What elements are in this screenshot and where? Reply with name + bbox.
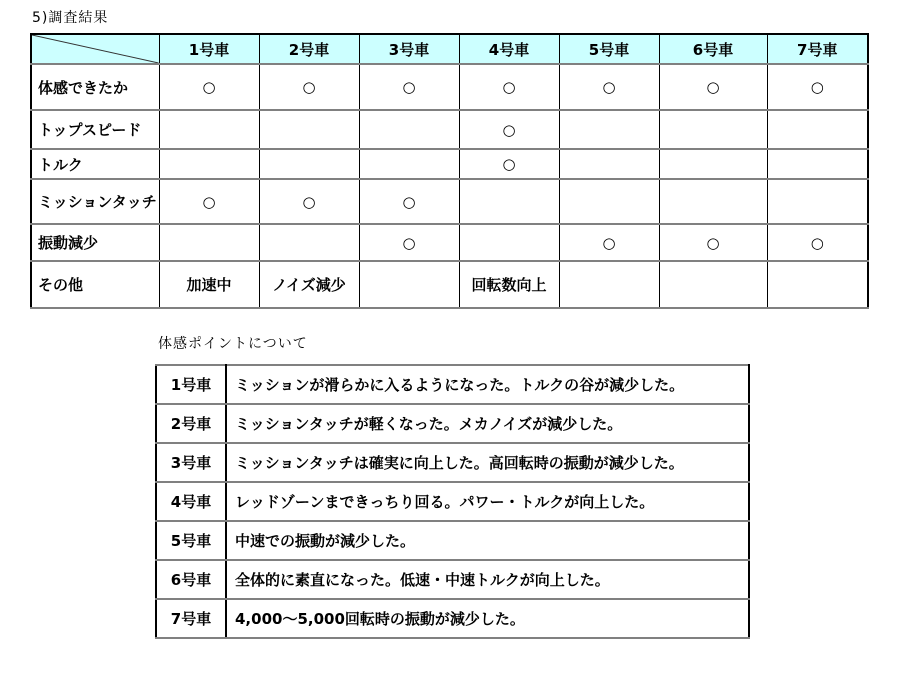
result-cell (559, 149, 659, 179)
result-cell: ○ (159, 64, 259, 110)
row-label: その他 (31, 261, 159, 308)
column-header-car7: 7号車 (767, 34, 868, 64)
result-cell (559, 179, 659, 224)
result-cell: ○ (659, 64, 767, 110)
points-section-heading: 体感ポイントについて (158, 336, 308, 352)
result-cell: ○ (767, 64, 868, 110)
result-cell (159, 149, 259, 179)
result-cell (359, 261, 459, 308)
result-cell (767, 110, 868, 149)
car-label: 3号車 (156, 443, 226, 482)
comment-cell: 中速での振動が減少した。 (226, 521, 749, 560)
car-label: 2号車 (156, 404, 226, 443)
column-header-car2: 2号車 (259, 34, 359, 64)
result-cell: ノイズ減少 (259, 261, 359, 308)
car-label: 1号車 (156, 365, 226, 404)
table-row (31, 149, 868, 179)
table-row (31, 110, 868, 149)
table-row (31, 64, 868, 110)
table-row (156, 482, 749, 521)
result-cell (359, 149, 459, 179)
result-cell (159, 224, 259, 261)
result-cell: ○ (359, 64, 459, 110)
result-cell (659, 179, 767, 224)
result-cell: ○ (459, 149, 559, 179)
result-cell: ○ (559, 64, 659, 110)
comment-cell: ミッションタッチが軽くなった。メカノイズが減少した。 (226, 404, 749, 443)
table-row (156, 560, 749, 599)
result-cell (259, 149, 359, 179)
column-header-car3: 3号車 (359, 34, 459, 64)
result-cell: ○ (259, 179, 359, 224)
header-row (31, 34, 868, 64)
points-table (155, 364, 750, 639)
row-label: トルク (31, 149, 159, 179)
result-cell (459, 224, 559, 261)
result-cell (559, 110, 659, 149)
result-cell: ○ (259, 64, 359, 110)
page-title: 5)調査結果 (32, 10, 109, 26)
table-row (156, 365, 749, 404)
result-cell (459, 179, 559, 224)
result-cell (659, 261, 767, 308)
table-row (156, 404, 749, 443)
result-cell (767, 179, 868, 224)
result-cell: ○ (159, 179, 259, 224)
result-cell (659, 110, 767, 149)
result-cell: ○ (559, 224, 659, 261)
result-cell: ○ (459, 110, 559, 149)
result-cell: ○ (659, 224, 767, 261)
car-label: 4号車 (156, 482, 226, 521)
comment-cell: ミッションが滑らかに入るようになった。トルクの谷が減少した。 (226, 365, 749, 404)
column-header-car1: 1号車 (159, 34, 259, 64)
result-cell (767, 149, 868, 179)
result-cell (259, 224, 359, 261)
diagonal-line-icon (32, 35, 159, 63)
result-cell: 回転数向上 (459, 261, 559, 308)
result-cell (659, 149, 767, 179)
car-label: 7号車 (156, 599, 226, 638)
table-row (156, 521, 749, 560)
comment-cell: ミッションタッチは確実に向上した。高回転時の振動が減少した。 (226, 443, 749, 482)
survey-results-table (30, 33, 869, 309)
column-header-car4: 4号車 (459, 34, 559, 64)
car-label: 6号車 (156, 560, 226, 599)
result-cell: ○ (767, 224, 868, 261)
result-cell (359, 110, 459, 149)
comment-cell: 全体的に素直になった。低速・中速トルクが向上した。 (226, 560, 749, 599)
table-row (31, 261, 868, 308)
result-cell (559, 261, 659, 308)
column-header-car6: 6号車 (659, 34, 767, 64)
column-header-car5: 5号車 (559, 34, 659, 64)
table-row (156, 599, 749, 638)
row-label: 体感できたか (31, 64, 159, 110)
table-row (31, 179, 868, 224)
row-label: トップスピード (31, 110, 159, 149)
car-label: 5号車 (156, 521, 226, 560)
result-cell (159, 110, 259, 149)
result-cell (259, 110, 359, 149)
row-label: 振動減少 (31, 224, 159, 261)
table-row (156, 443, 749, 482)
result-cell: ○ (359, 179, 459, 224)
corner-cell (31, 34, 159, 64)
row-label: ミッションタッチ (31, 179, 159, 224)
result-cell: ○ (359, 224, 459, 261)
result-cell (767, 261, 868, 308)
comment-cell: 4,000～5,000回転時の振動が減少した。 (226, 599, 749, 638)
table-row (31, 224, 868, 261)
result-cell: ○ (459, 64, 559, 110)
result-cell: 加速中 (159, 261, 259, 308)
comment-cell: レッドゾーンまできっちり回る。パワー・トルクが向上した。 (226, 482, 749, 521)
